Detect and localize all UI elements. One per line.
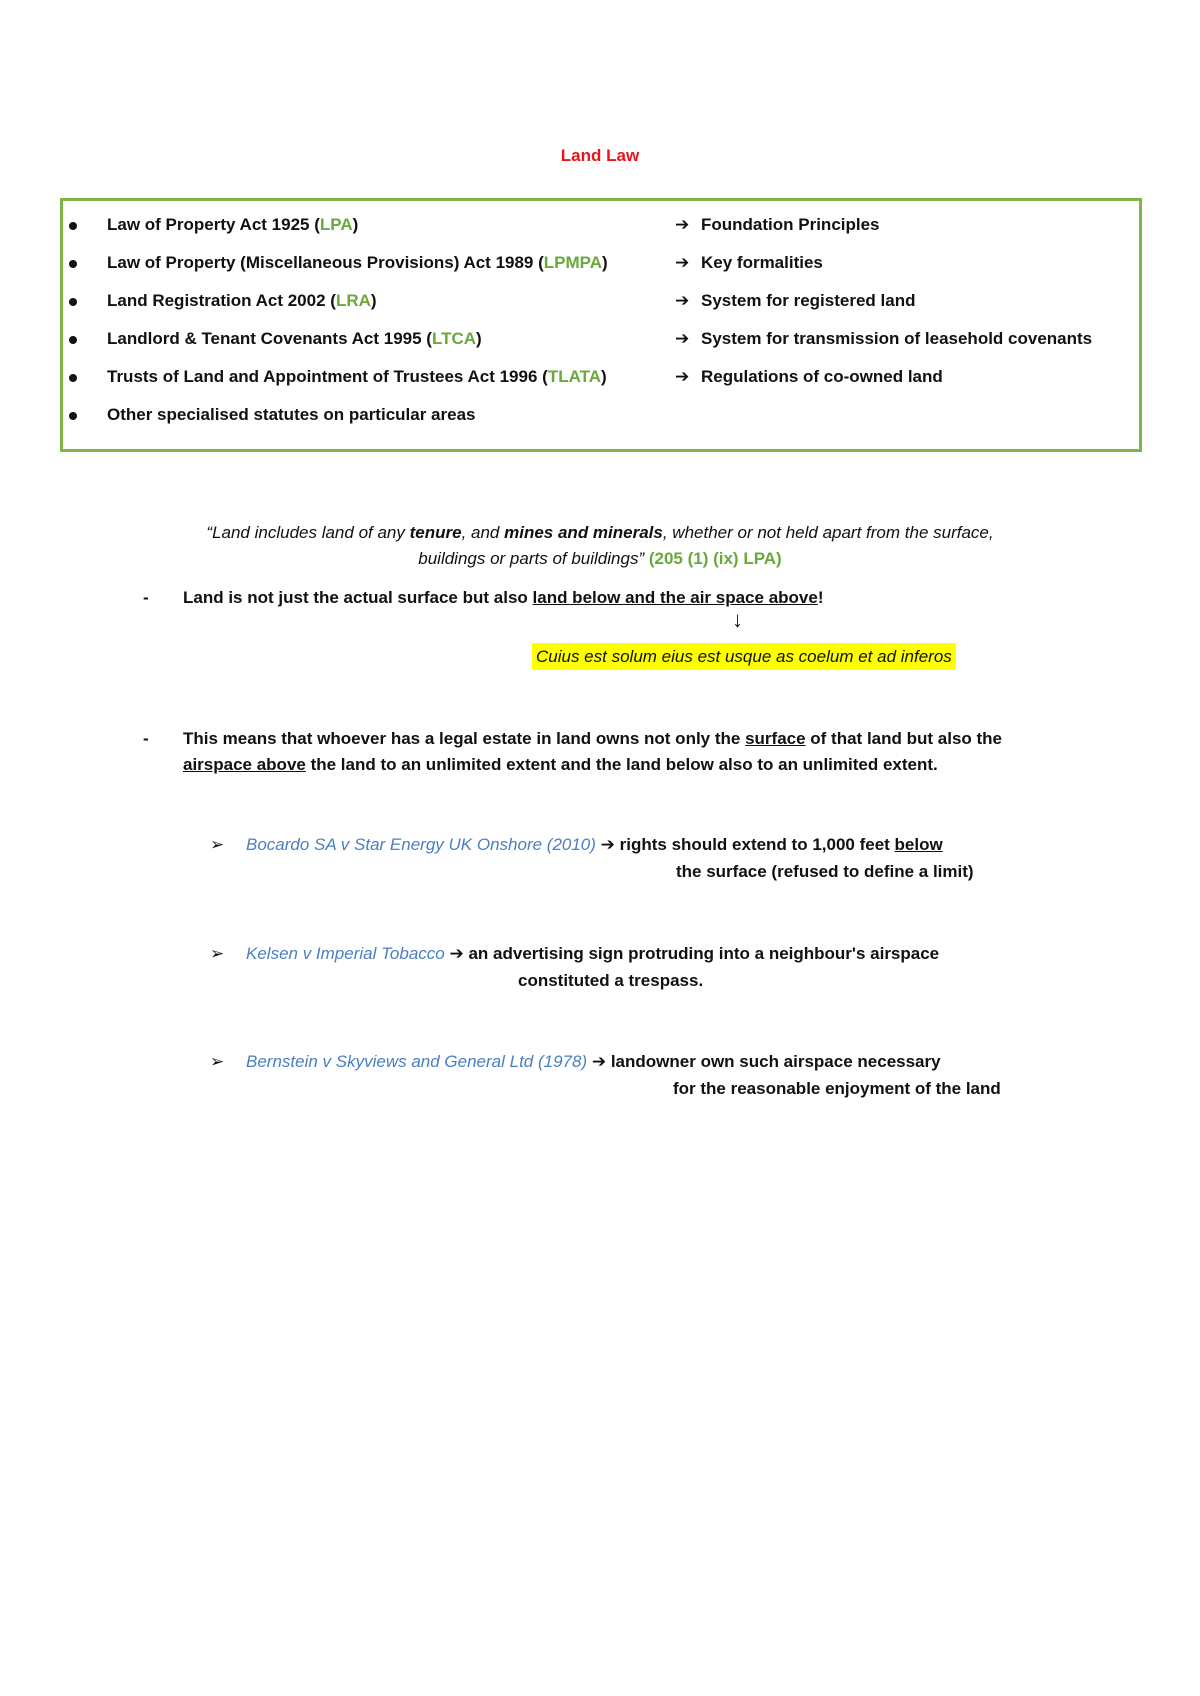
- dash-bullet: -: [143, 588, 149, 607]
- statute-name: Law of Property (Miscellaneous Provisions) Act 1989: [107, 253, 534, 272]
- quote-line-1: “Land includes land of any tenure, and mines and minerals, whether or not held apart from the surface,: [206, 523, 994, 542]
- down-arrow-icon: ↓: [732, 607, 743, 632]
- statutes-box: Law of Property Act 1925 (LPA) Law of Property (Miscellaneous Provisions) Act 1989 (LPMPA) Land Registration Act 2002 (LRA) Landlord & Tenant Covenants Act 1995 (LTCA) Trusts of Land and Appointment of Trustees Act 1996 (TLATA) Other specialised statutes on particular areas ➔ Foundation Principles ➔ Key formalities ➔ System for registered land ➔ System for transmission of leasehold covenants ➔ Regulations of co-owned land: [60, 198, 1142, 452]
- statute-abbr: LPMPA: [543, 253, 603, 272]
- list-item: [675, 367, 1092, 405]
- latin-maxim-highlight: Cuius est solum eius est usque as coelum et ad inferos: [532, 643, 956, 670]
- bullet-icon: [69, 374, 77, 382]
- bullet-icon: [69, 260, 77, 268]
- chevron-bullet-icon: ➢: [210, 944, 225, 963]
- list-item: [675, 329, 1092, 367]
- statute-abbr: LTCA: [431, 329, 477, 348]
- statute-name: Land Registration Act 2002: [107, 291, 326, 310]
- statute-abbr: LPA: [319, 215, 353, 234]
- case-name: Bernstein v Skyviews and General Ltd (1978): [246, 1052, 588, 1071]
- case-continuation: the surface (refused to define a limit): [676, 862, 974, 881]
- quote-emphasis: tenure: [409, 523, 462, 542]
- underlined-phrase: below: [894, 835, 943, 854]
- underlined-phrase: land below and the air space above: [532, 588, 818, 607]
- list-item: [675, 291, 1092, 329]
- case-name: Bocardo SA v Star Energy UK Onshore (2010): [246, 835, 596, 854]
- bullet-icon: [69, 222, 77, 230]
- statutory-definition-quote: [0, 520, 1200, 572]
- bullet-icon: [69, 336, 77, 344]
- statute-purpose: System for transmission of leasehold covenants: [701, 329, 1093, 348]
- right-arrow-icon: ➔: [675, 215, 690, 234]
- case-continuation: for the reasonable enjoyment of the land: [673, 1079, 1001, 1098]
- right-arrow-icon: ➔: [600, 835, 615, 854]
- bullet-icon: [69, 412, 77, 420]
- statute-name: Other specialised statutes on particular areas: [107, 405, 476, 424]
- statute-purpose: Foundation Principles: [701, 215, 880, 234]
- statute-name: Law of Property Act 1925: [107, 215, 310, 234]
- case-continuation: constituted a trespass.: [518, 971, 704, 990]
- underlined-phrase: surface: [745, 729, 806, 748]
- document-page: Land Law Law of Property Act 1925 (LPA) Law of Property (Miscellaneous Provisions) Act 1989 (LPMPA) Land Registration Act 2002 (LRA) Landlord & Tenant Covenants Act 1995 (LTCA) Trusts of Land and Appointment of Trustees Act 1996 (TLATA) Other specialised statutes on particular areas ➔ Foundation Principles ➔ Key formalities ➔ System for registered land ➔ System for transmission of leasehold covenants ➔ Regulations of co-owned land “Land includes land of any tenure, and mines and minerals, whether or not held apart from the surface, buildings or parts of buildings” (205 (1) (ix) LPA) - Land is not just the actual surface but also land below and the air space above! ↓ Cuius est solum eius est usque as coelum et ad inferos - This means that whoever has a legal estate in land owns not only the surface of that land but also the airspace above the land to an unlimited extent and the land below also to an unlimited extent. ➢ Bocardo SA v Star Energy UK Onshore (2010) ➔ rights should extend to 1,000 feet below the surface (refused to define a limit) ➢ Kelsen v Imperial Tobacco ➔ an advertising sign protruding into a neighbour's airspace constituted a trespass. ➢ Bernstein v Skyviews and General Ltd (1978) ➔ landowner own such airspace necessary for the reasonable enjoyment of the land: [0, 0, 1200, 1696]
- bullet-icon: [69, 298, 77, 306]
- case-name: Kelsen v Imperial Tobacco: [246, 944, 445, 963]
- underlined-phrase: airspace above: [183, 755, 306, 774]
- right-arrow-icon: ➔: [675, 329, 690, 348]
- chevron-bullet-icon: ➢: [210, 1052, 225, 1071]
- page-title: Land Law: [560, 146, 640, 165]
- statute-name: Landlord & Tenant Covenants Act 1995: [107, 329, 422, 348]
- quote-citation: (205 (1) (ix) LPA): [648, 549, 782, 568]
- right-arrow-icon: ➔: [591, 1052, 607, 1071]
- quote-line-2: buildings or parts of buildings” (205 (1) (ix) LPA): [418, 549, 782, 568]
- statute-abbr: LRA: [335, 291, 371, 310]
- right-arrow-icon: ➔: [675, 253, 690, 272]
- statute-purpose: Regulations of co-owned land: [701, 367, 943, 386]
- chevron-bullet-icon: ➢: [210, 835, 225, 854]
- purpose-list: [675, 215, 1092, 405]
- statute-purpose: System for registered land: [701, 291, 916, 310]
- right-arrow-icon: ➔: [675, 291, 690, 310]
- statute-purpose: Key formalities: [701, 253, 823, 272]
- right-arrow-icon: ➔: [449, 944, 464, 963]
- quote-emphasis: mines and minerals: [504, 523, 663, 542]
- statute-abbr: TLATA: [547, 367, 601, 386]
- right-arrow-icon: ➔: [675, 367, 690, 386]
- list-item: [675, 215, 1092, 253]
- statute-name: Trusts of Land and Appointment of Trustees Act 1996: [107, 367, 538, 386]
- dash-bullet: -: [143, 729, 149, 748]
- list-item: [675, 253, 1092, 291]
